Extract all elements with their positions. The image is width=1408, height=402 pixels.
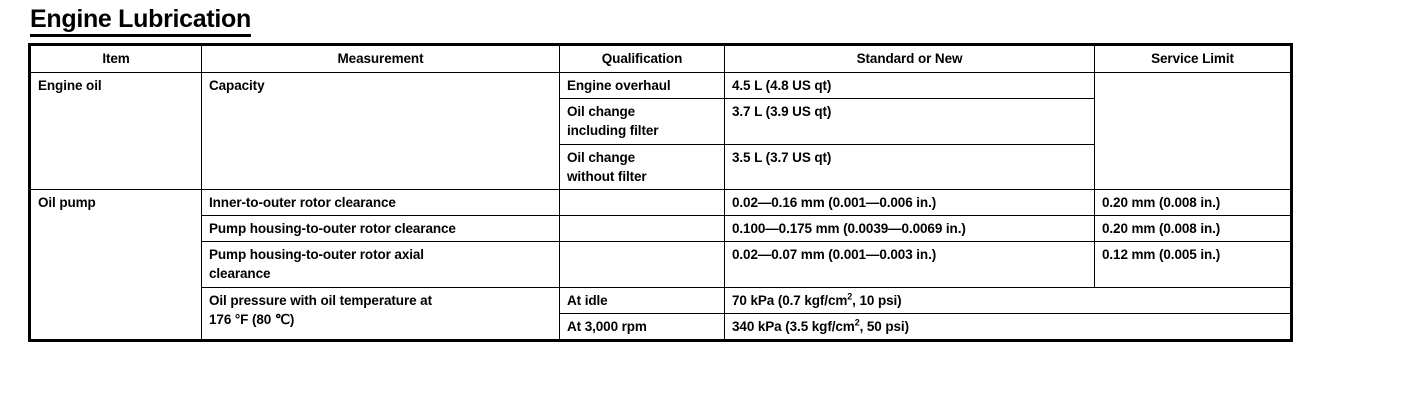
measurement-line-1: Pump housing-to-outer rotor axial [209, 247, 424, 263]
table-row [30, 73, 1292, 99]
measurement-line-1: Oil pressure with oil temperature at [209, 292, 432, 308]
standard-suffix: , 10 psi) [852, 292, 902, 308]
cell-qualification-empty-pump-housing [560, 216, 725, 242]
column-header-service-limit: Service Limit [1095, 45, 1292, 73]
standard-prefix: 340 kPa (3.5 kgf/cm [732, 318, 855, 334]
cell-item-engine-oil: Engine oil [30, 73, 202, 190]
column-header-item: Item [30, 45, 202, 73]
cell-measurement-oil-pressure [202, 287, 560, 340]
table-header-row [30, 45, 1292, 73]
standard-superscript: 2 [847, 291, 853, 302]
cell-service-limit-empty-capacity [1095, 73, 1292, 190]
qualification-line-2: including filter [567, 123, 659, 139]
column-header-qualification: Qualification [560, 45, 725, 73]
cell-measurement-pump-housing-axial-clearance [202, 242, 560, 287]
measurement-line-2: 176 °F (80 ℃) [209, 311, 295, 327]
cell-qualification-empty-axial [560, 242, 725, 287]
measurement-line-2: clearance [209, 266, 271, 282]
cell-qualification-oil-change-including-filter [560, 99, 725, 144]
cell-standard-oil-change-without-filter: 3.5 L (3.7 US qt) [725, 144, 1095, 189]
cell-service-limit-pump-housing-axial-clearance: 0.12 mm (0.005 in.) [1095, 242, 1292, 287]
cell-standard-oil-pressure-3000rpm [725, 313, 1292, 340]
cell-measurement-pump-housing-to-outer-rotor-clearance: Pump housing-to-outer rotor clearance [202, 216, 560, 242]
standard-superscript: 2 [854, 317, 860, 328]
cell-measurement-inner-to-outer-rotor-clearance: Inner-to-outer rotor clearance [202, 189, 560, 215]
table-row [30, 287, 1292, 313]
table-row [30, 189, 1292, 215]
cell-standard-pump-housing-axial-clearance: 0.02—0.07 mm (0.001—0.003 in.) [725, 242, 1095, 287]
standard-suffix: , 50 psi) [859, 318, 909, 334]
cell-qualification-oil-change-without-filter [560, 144, 725, 189]
table-row [30, 216, 1292, 242]
cell-qualification-engine-overhaul: Engine overhaul [560, 73, 725, 99]
cell-standard-oil-change-including-filter: 3.7 L (3.9 US qt) [725, 99, 1095, 144]
standard-prefix: 70 kPa (0.7 kgf/cm [732, 292, 848, 308]
cell-item-oil-pump: Oil pump [30, 189, 202, 340]
table-row [30, 242, 1292, 287]
cell-standard-pump-housing-to-outer-rotor-clearance: 0.100—0.175 mm (0.0039—0.0069 in.) [725, 216, 1095, 242]
cell-service-limit-pump-housing-to-outer-rotor-clearance: 0.20 mm (0.008 in.) [1095, 216, 1292, 242]
cell-standard-inner-to-outer-rotor-clearance: 0.02—0.16 mm (0.001—0.006 in.) [725, 189, 1095, 215]
column-header-standard-or-new: Standard or New [725, 45, 1095, 73]
cell-qualification-at-3000-rpm: At 3,000 rpm [560, 313, 725, 340]
engine-lubrication-spec-table [28, 43, 1293, 342]
page-title: Engine Lubrication [30, 6, 251, 37]
column-header-measurement: Measurement [202, 45, 560, 73]
qualification-line-2: without filter [567, 168, 647, 184]
qualification-line-1: Oil change [567, 149, 636, 165]
qualification-line-1: Oil change [567, 104, 636, 120]
cell-measurement-capacity: Capacity [202, 73, 560, 190]
cell-qualification-empty-inner-rotor [560, 189, 725, 215]
cell-service-limit-inner-to-outer-rotor-clearance: 0.20 mm (0.008 in.) [1095, 189, 1292, 215]
cell-standard-overhaul-capacity: 4.5 L (4.8 US qt) [725, 73, 1095, 99]
cell-standard-oil-pressure-idle [725, 287, 1292, 313]
cell-qualification-at-idle: At idle [560, 287, 725, 313]
